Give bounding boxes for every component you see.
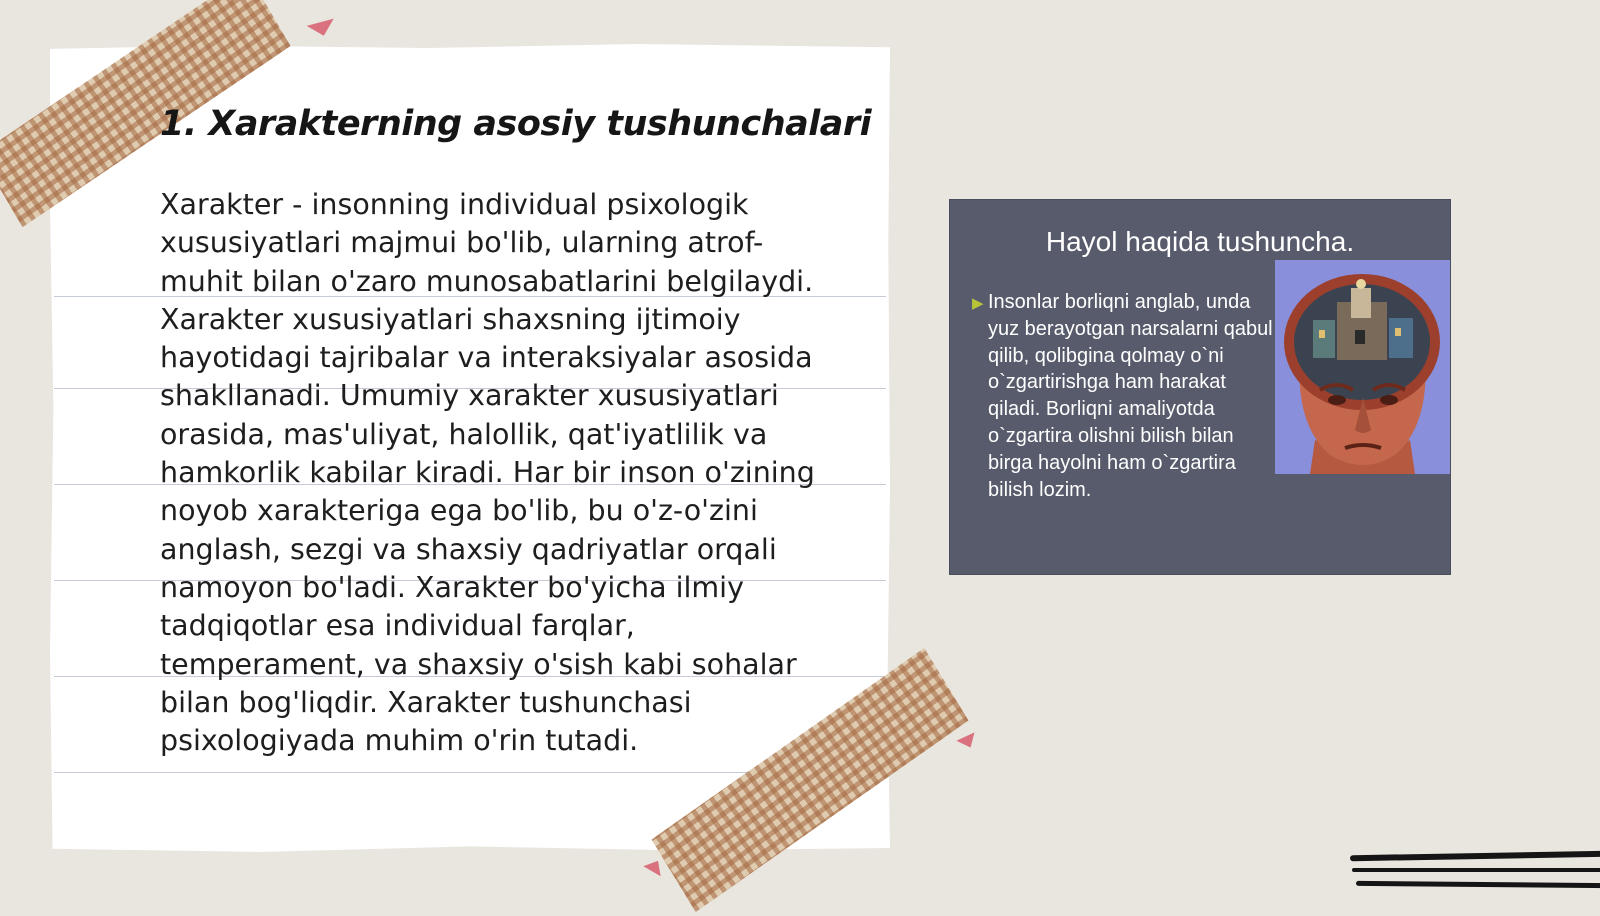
- decorative-brush-stroke: [1356, 881, 1600, 888]
- slide-text: Insonlar borliqni anglab, unda yuz berayotgan narsalarni qabul qilib, qolibgina qolmay o`ni o`zgartirishga ham harakat qiladi. Borliqni amaliyotda o`zgartira olishni bilish bilan birga hayolni ham o`zgartira bilish lozim.: [988, 291, 1273, 501]
- pin-marker: [643, 856, 666, 876]
- decorative-brush-stroke: [1350, 851, 1600, 862]
- embedded-slide: [950, 200, 1450, 574]
- pin-marker: [956, 732, 979, 751]
- slide-title: Hayol haqida tushuncha.: [1045, 226, 1355, 257]
- document-title: 1. Xarakterning asosiy tushunchalari: [160, 104, 872, 144]
- decorative-brush-stroke: [1352, 868, 1600, 872]
- pin-marker: [307, 19, 338, 40]
- arrow-right-bullet-icon: ▶: [972, 294, 984, 312]
- head-with-brain-illustration: [1275, 260, 1450, 474]
- document-body: Xarakter - insonning individual psixologik xususiyatlari majmui bo'lib, ularning atrof-muhit bilan o'zaro munosabatlarini belgilaydi. Xarakter xususiyatlari shaxsning ijtimoiy hayotidagi tajribalar va interaksiyalar asosida shakllanadi. Umumiy xarakter xususiyatlari orasida, mas'uliyat, halollik, qat'iyatlilik va hamkorlik kabilar kiradi. Har bir inson o'zining noyob xarakteriga ega bo'lib, bu o'z-o'zini anglash, sezgi va shaxsiy qadriyatlar orqali namoyon bo'ladi. Xarakter bo'yicha ilmiy tadqiqotlar esa individual farqlar, temperament, va shaxsiy o'sish kabi sohalar bilan bog'liqdir. Xarakter tushunchasi psixologiyada muhim o'rin tutadi.: [160, 188, 815, 758]
